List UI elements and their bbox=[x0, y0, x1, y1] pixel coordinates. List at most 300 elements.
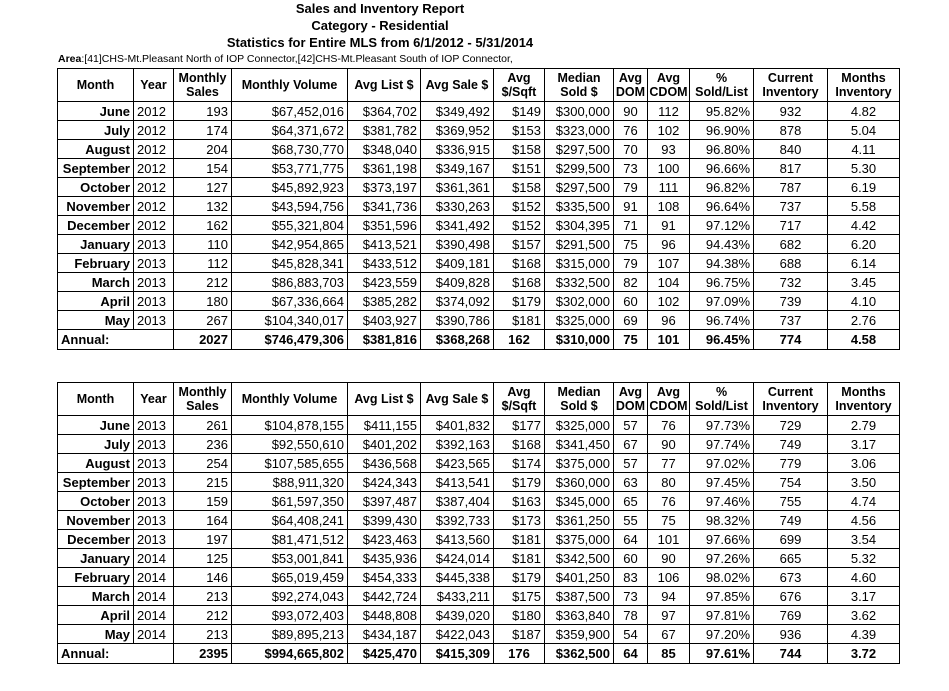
cell-month: May bbox=[58, 625, 134, 644]
cell-year: 2014 bbox=[134, 568, 174, 587]
cell-month: December bbox=[58, 216, 134, 235]
col-header-monthly-volume: Monthly Volume bbox=[232, 383, 348, 416]
cell-monthly-volume: $93,072,403 bbox=[232, 606, 348, 625]
cell-month: January bbox=[58, 235, 134, 254]
table-row bbox=[58, 492, 900, 511]
annual-cell-avg-sale: $415,309 bbox=[421, 644, 494, 664]
annual-cell-avg-sale: $368,268 bbox=[421, 330, 494, 350]
cell-avg-dom: 63 bbox=[614, 473, 648, 492]
cell-pct-sold-list: 96.66% bbox=[690, 159, 754, 178]
cell-median-sold: $335,500 bbox=[545, 197, 614, 216]
col-header-months-inventory: Months Inventory bbox=[828, 69, 900, 102]
cell-avg-sqft: $168 bbox=[494, 273, 545, 292]
cell-avg-cdom: 90 bbox=[648, 435, 690, 454]
cell-avg-dom: 57 bbox=[614, 454, 648, 473]
cell-year: 2012 bbox=[134, 178, 174, 197]
table-header-row bbox=[58, 69, 900, 102]
cell-avg-dom: 55 bbox=[614, 511, 648, 530]
cell-avg-list: $385,282 bbox=[348, 292, 421, 311]
cell-avg-sqft: $180 bbox=[494, 606, 545, 625]
cell-avg-sale: $349,167 bbox=[421, 159, 494, 178]
cell-avg-cdom: 107 bbox=[648, 254, 690, 273]
cell-month: November bbox=[58, 197, 134, 216]
cell-year: 2013 bbox=[134, 273, 174, 292]
cell-year: 2013 bbox=[134, 492, 174, 511]
report-statistics-range: Statistics for Entire MLS from 6/1/2012 - 5/31/2014 bbox=[226, 35, 534, 50]
col-header-avg-dom: Avg DOM bbox=[614, 69, 648, 102]
cell-avg-dom: 82 bbox=[614, 273, 648, 292]
cell-median-sold: $332,500 bbox=[545, 273, 614, 292]
cell-monthly-sales: 267 bbox=[174, 311, 232, 330]
cell-month: December bbox=[58, 530, 134, 549]
annual-total-row bbox=[58, 644, 900, 664]
cell-months-inventory: 3.50 bbox=[828, 473, 900, 492]
annual-cell-avg-list: $425,470 bbox=[348, 644, 421, 664]
col-header-current-inventory: Current Inventory bbox=[754, 383, 828, 416]
annual-cell-median-sold: $310,000 bbox=[545, 330, 614, 350]
cell-year: 2012 bbox=[134, 216, 174, 235]
cell-pct-sold-list: 96.75% bbox=[690, 273, 754, 292]
cell-avg-sale: $390,498 bbox=[421, 235, 494, 254]
cell-pct-sold-list: 97.74% bbox=[690, 435, 754, 454]
col-header-monthly-sales: Monthly Sales bbox=[174, 69, 232, 102]
cell-avg-sale: $330,263 bbox=[421, 197, 494, 216]
cell-avg-cdom: 97 bbox=[648, 606, 690, 625]
cell-monthly-volume: $61,597,350 bbox=[232, 492, 348, 511]
table-row bbox=[58, 454, 900, 473]
cell-months-inventory: 6.14 bbox=[828, 254, 900, 273]
cell-avg-list: $411,155 bbox=[348, 416, 421, 435]
cell-avg-sale: $390,786 bbox=[421, 311, 494, 330]
cell-median-sold: $297,500 bbox=[545, 140, 614, 159]
col-header-avg-sale: Avg Sale $ bbox=[421, 383, 494, 416]
cell-avg-cdom: 76 bbox=[648, 492, 690, 511]
cell-current-inventory: 936 bbox=[754, 625, 828, 644]
report-category: Category - Residential bbox=[311, 18, 449, 33]
cell-avg-dom: 69 bbox=[614, 311, 648, 330]
col-header-month: Month bbox=[58, 383, 134, 416]
cell-monthly-sales: 125 bbox=[174, 549, 232, 568]
cell-avg-dom: 54 bbox=[614, 625, 648, 644]
annual-cell-avg-cdom: 85 bbox=[648, 644, 690, 664]
cell-median-sold: $361,250 bbox=[545, 511, 614, 530]
col-header-pct-sold-list: % Sold/List bbox=[690, 69, 754, 102]
cell-current-inventory: 673 bbox=[754, 568, 828, 587]
table-body bbox=[58, 416, 900, 664]
cell-pct-sold-list: 97.45% bbox=[690, 473, 754, 492]
cell-pct-sold-list: 97.85% bbox=[690, 587, 754, 606]
cell-avg-sqft: $187 bbox=[494, 625, 545, 644]
cell-monthly-sales: 213 bbox=[174, 625, 232, 644]
cell-monthly-volume: $55,321,804 bbox=[232, 216, 348, 235]
cell-avg-dom: 83 bbox=[614, 568, 648, 587]
cell-avg-sqft: $151 bbox=[494, 159, 545, 178]
cell-median-sold: $401,250 bbox=[545, 568, 614, 587]
cell-avg-sale: $374,092 bbox=[421, 292, 494, 311]
annual-cell-avg-list: $381,816 bbox=[348, 330, 421, 350]
cell-avg-sale: $387,404 bbox=[421, 492, 494, 511]
cell-median-sold: $304,395 bbox=[545, 216, 614, 235]
cell-median-sold: $291,500 bbox=[545, 235, 614, 254]
col-header-avg-list: Avg List $ bbox=[348, 383, 421, 416]
cell-monthly-volume: $43,594,756 bbox=[232, 197, 348, 216]
cell-avg-cdom: 90 bbox=[648, 549, 690, 568]
table-header-row bbox=[58, 383, 900, 416]
cell-avg-sale: $439,020 bbox=[421, 606, 494, 625]
cell-avg-sqft: $163 bbox=[494, 492, 545, 511]
cell-year: 2013 bbox=[134, 454, 174, 473]
annual-cell-monthly-volume: $746,479,306 bbox=[232, 330, 348, 350]
table-row bbox=[58, 549, 900, 568]
cell-current-inventory: 779 bbox=[754, 454, 828, 473]
annual-cell-current-inventory: 744 bbox=[754, 644, 828, 664]
cell-avg-sqft: $179 bbox=[494, 473, 545, 492]
annual-cell-pct-sold-list: 97.61% bbox=[690, 644, 754, 664]
cell-avg-sqft: $181 bbox=[494, 311, 545, 330]
cell-avg-sale: $392,163 bbox=[421, 435, 494, 454]
cell-avg-dom: 75 bbox=[614, 235, 648, 254]
cell-current-inventory: 787 bbox=[754, 178, 828, 197]
cell-year: 2013 bbox=[134, 511, 174, 530]
cell-year: 2014 bbox=[134, 549, 174, 568]
cell-median-sold: $360,000 bbox=[545, 473, 614, 492]
cell-month: February bbox=[58, 254, 134, 273]
annual-cell-avg-sqft: 162 bbox=[494, 330, 545, 350]
cell-avg-cdom: 96 bbox=[648, 311, 690, 330]
cell-avg-cdom: 77 bbox=[648, 454, 690, 473]
cell-avg-list: $381,782 bbox=[348, 121, 421, 140]
cell-avg-list: $397,487 bbox=[348, 492, 421, 511]
cell-median-sold: $315,000 bbox=[545, 254, 614, 273]
cell-monthly-volume: $92,550,610 bbox=[232, 435, 348, 454]
annual-cell-avg-sqft: 176 bbox=[494, 644, 545, 664]
report-title: Sales and Inventory Report bbox=[295, 1, 465, 16]
cell-current-inventory: 737 bbox=[754, 311, 828, 330]
cell-monthly-sales: 236 bbox=[174, 435, 232, 454]
cell-median-sold: $359,900 bbox=[545, 625, 614, 644]
table-row bbox=[58, 606, 900, 625]
table-row bbox=[58, 178, 900, 197]
col-header-avg-sale: Avg Sale $ bbox=[421, 69, 494, 102]
col-header-year: Year bbox=[134, 383, 174, 416]
cell-avg-sale: $341,492 bbox=[421, 216, 494, 235]
cell-avg-sale: $445,338 bbox=[421, 568, 494, 587]
cell-avg-sale: $401,832 bbox=[421, 416, 494, 435]
cell-monthly-sales: 180 bbox=[174, 292, 232, 311]
col-header-current-inventory: Current Inventory bbox=[754, 69, 828, 102]
cell-months-inventory: 5.04 bbox=[828, 121, 900, 140]
cell-median-sold: $302,000 bbox=[545, 292, 614, 311]
cell-avg-cdom: 111 bbox=[648, 178, 690, 197]
cell-avg-sale: $392,733 bbox=[421, 511, 494, 530]
cell-current-inventory: 755 bbox=[754, 492, 828, 511]
annual-cell-pct-sold-list: 96.45% bbox=[690, 330, 754, 350]
cell-avg-cdom: 75 bbox=[648, 511, 690, 530]
cell-pct-sold-list: 97.12% bbox=[690, 216, 754, 235]
cell-current-inventory: 932 bbox=[754, 102, 828, 121]
cell-avg-cdom: 106 bbox=[648, 568, 690, 587]
cell-monthly-sales: 261 bbox=[174, 416, 232, 435]
cell-avg-dom: 79 bbox=[614, 254, 648, 273]
cell-month: August bbox=[58, 454, 134, 473]
cell-monthly-volume: $68,730,770 bbox=[232, 140, 348, 159]
cell-pct-sold-list: 97.66% bbox=[690, 530, 754, 549]
cell-months-inventory: 3.54 bbox=[828, 530, 900, 549]
cell-monthly-sales: 110 bbox=[174, 235, 232, 254]
cell-avg-sqft: $177 bbox=[494, 416, 545, 435]
cell-year: 2012 bbox=[134, 197, 174, 216]
cell-monthly-volume: $53,771,775 bbox=[232, 159, 348, 178]
col-header-avg-sqft: Avg $/Sqft bbox=[494, 69, 545, 102]
cell-avg-dom: 76 bbox=[614, 121, 648, 140]
cell-avg-cdom: 67 bbox=[648, 625, 690, 644]
cell-avg-list: $423,463 bbox=[348, 530, 421, 549]
cell-pct-sold-list: 97.09% bbox=[690, 292, 754, 311]
cell-monthly-sales: 204 bbox=[174, 140, 232, 159]
cell-month: March bbox=[58, 587, 134, 606]
cell-avg-sqft: $152 bbox=[494, 197, 545, 216]
cell-avg-list: $433,512 bbox=[348, 254, 421, 273]
table-row bbox=[58, 473, 900, 492]
cell-monthly-sales: 197 bbox=[174, 530, 232, 549]
col-header-avg-cdom: Avg CDOM bbox=[648, 383, 690, 416]
annual-cell-current-inventory: 774 bbox=[754, 330, 828, 350]
cell-avg-cdom: 101 bbox=[648, 530, 690, 549]
cell-avg-list: $351,596 bbox=[348, 216, 421, 235]
cell-avg-sqft: $181 bbox=[494, 549, 545, 568]
cell-months-inventory: 4.82 bbox=[828, 102, 900, 121]
cell-pct-sold-list: 98.32% bbox=[690, 511, 754, 530]
cell-avg-list: $348,040 bbox=[348, 140, 421, 159]
cell-avg-list: $423,559 bbox=[348, 273, 421, 292]
table-row bbox=[58, 568, 900, 587]
annual-cell-months-inventory: 4.58 bbox=[828, 330, 900, 350]
cell-avg-list: $373,197 bbox=[348, 178, 421, 197]
cell-year: 2012 bbox=[134, 121, 174, 140]
cell-monthly-volume: $65,019,459 bbox=[232, 568, 348, 587]
cell-months-inventory: 4.10 bbox=[828, 292, 900, 311]
cell-monthly-sales: 146 bbox=[174, 568, 232, 587]
cell-months-inventory: 2.76 bbox=[828, 311, 900, 330]
cell-avg-cdom: 96 bbox=[648, 235, 690, 254]
cell-month: October bbox=[58, 492, 134, 511]
cell-avg-cdom: 80 bbox=[648, 473, 690, 492]
cell-avg-sqft: $181 bbox=[494, 530, 545, 549]
cell-months-inventory: 6.20 bbox=[828, 235, 900, 254]
cell-current-inventory: 732 bbox=[754, 273, 828, 292]
cell-monthly-volume: $86,883,703 bbox=[232, 273, 348, 292]
cell-current-inventory: 688 bbox=[754, 254, 828, 273]
cell-avg-dom: 67 bbox=[614, 435, 648, 454]
table-row bbox=[58, 435, 900, 454]
cell-avg-cdom: 91 bbox=[648, 216, 690, 235]
cell-median-sold: $299,500 bbox=[545, 159, 614, 178]
cell-avg-sqft: $168 bbox=[494, 435, 545, 454]
cell-monthly-sales: 212 bbox=[174, 273, 232, 292]
cell-pct-sold-list: 96.74% bbox=[690, 311, 754, 330]
cell-monthly-volume: $92,274,043 bbox=[232, 587, 348, 606]
cell-year: 2013 bbox=[134, 435, 174, 454]
cell-pct-sold-list: 97.02% bbox=[690, 454, 754, 473]
table-row bbox=[58, 273, 900, 292]
cell-avg-list: $448,808 bbox=[348, 606, 421, 625]
cell-avg-sqft: $149 bbox=[494, 102, 545, 121]
cell-monthly-volume: $64,408,241 bbox=[232, 511, 348, 530]
annual-label: Annual: bbox=[58, 330, 174, 350]
cell-current-inventory: 717 bbox=[754, 216, 828, 235]
cell-monthly-sales: 254 bbox=[174, 454, 232, 473]
cell-month: June bbox=[58, 102, 134, 121]
cell-median-sold: $300,000 bbox=[545, 102, 614, 121]
cell-month: October bbox=[58, 178, 134, 197]
report-header bbox=[0, 0, 760, 51]
cell-monthly-volume: $89,895,213 bbox=[232, 625, 348, 644]
annual-cell-avg-dom: 64 bbox=[614, 644, 648, 664]
cell-avg-dom: 60 bbox=[614, 549, 648, 568]
col-header-monthly-volume: Monthly Volume bbox=[232, 69, 348, 102]
cell-avg-dom: 57 bbox=[614, 416, 648, 435]
cell-monthly-volume: $64,371,672 bbox=[232, 121, 348, 140]
cell-months-inventory: 3.62 bbox=[828, 606, 900, 625]
cell-monthly-sales: 112 bbox=[174, 254, 232, 273]
table-row bbox=[58, 416, 900, 435]
cell-avg-sale: $422,043 bbox=[421, 625, 494, 644]
cell-year: 2014 bbox=[134, 625, 174, 644]
cell-avg-dom: 60 bbox=[614, 292, 648, 311]
cell-monthly-volume: $53,001,841 bbox=[232, 549, 348, 568]
cell-avg-sqft: $152 bbox=[494, 216, 545, 235]
annual-cell-monthly-sales: 2027 bbox=[174, 330, 232, 350]
cell-median-sold: $341,450 bbox=[545, 435, 614, 454]
cell-median-sold: $375,000 bbox=[545, 530, 614, 549]
cell-year: 2013 bbox=[134, 292, 174, 311]
table-row bbox=[58, 159, 900, 178]
cell-year: 2013 bbox=[134, 530, 174, 549]
cell-monthly-volume: $107,585,655 bbox=[232, 454, 348, 473]
cell-avg-sqft: $173 bbox=[494, 511, 545, 530]
cell-avg-sqft: $153 bbox=[494, 121, 545, 140]
cell-avg-dom: 73 bbox=[614, 159, 648, 178]
col-header-avg-sqft: Avg $/Sqft bbox=[494, 383, 545, 416]
cell-month: March bbox=[58, 273, 134, 292]
cell-avg-list: $434,187 bbox=[348, 625, 421, 644]
cell-avg-list: $403,927 bbox=[348, 311, 421, 330]
cell-avg-list: $436,568 bbox=[348, 454, 421, 473]
cell-month: August bbox=[58, 140, 134, 159]
cell-months-inventory: 4.42 bbox=[828, 216, 900, 235]
cell-year: 2012 bbox=[134, 140, 174, 159]
cell-months-inventory: 5.30 bbox=[828, 159, 900, 178]
cell-median-sold: $323,000 bbox=[545, 121, 614, 140]
cell-months-inventory: 4.56 bbox=[828, 511, 900, 530]
cell-year: 2012 bbox=[134, 102, 174, 121]
cell-median-sold: $363,840 bbox=[545, 606, 614, 625]
cell-avg-cdom: 102 bbox=[648, 121, 690, 140]
cell-avg-dom: 64 bbox=[614, 530, 648, 549]
cell-year: 2012 bbox=[134, 159, 174, 178]
cell-pct-sold-list: 96.82% bbox=[690, 178, 754, 197]
cell-avg-sale: $361,361 bbox=[421, 178, 494, 197]
cell-avg-sale: $413,560 bbox=[421, 530, 494, 549]
cell-month: June bbox=[58, 416, 134, 435]
cell-months-inventory: 2.79 bbox=[828, 416, 900, 435]
cell-monthly-volume: $45,892,923 bbox=[232, 178, 348, 197]
cell-month: July bbox=[58, 435, 134, 454]
cell-month: September bbox=[58, 159, 134, 178]
col-header-year: Year bbox=[134, 69, 174, 102]
cell-current-inventory: 682 bbox=[754, 235, 828, 254]
cell-current-inventory: 754 bbox=[754, 473, 828, 492]
cell-current-inventory: 840 bbox=[754, 140, 828, 159]
annual-total-row bbox=[58, 330, 900, 350]
cell-avg-sqft: $158 bbox=[494, 140, 545, 159]
cell-avg-dom: 70 bbox=[614, 140, 648, 159]
cell-monthly-sales: 213 bbox=[174, 587, 232, 606]
cell-months-inventory: 3.17 bbox=[828, 435, 900, 454]
cell-avg-cdom: 100 bbox=[648, 159, 690, 178]
cell-pct-sold-list: 97.81% bbox=[690, 606, 754, 625]
cell-year: 2013 bbox=[134, 254, 174, 273]
col-header-median-sold: Median Sold $ bbox=[545, 69, 614, 102]
cell-monthly-sales: 154 bbox=[174, 159, 232, 178]
col-header-avg-dom: Avg DOM bbox=[614, 383, 648, 416]
cell-pct-sold-list: 96.80% bbox=[690, 140, 754, 159]
cell-avg-list: $401,202 bbox=[348, 435, 421, 454]
col-header-avg-list: Avg List $ bbox=[348, 69, 421, 102]
cell-months-inventory: 4.60 bbox=[828, 568, 900, 587]
cell-avg-sqft: $175 bbox=[494, 587, 545, 606]
cell-month: April bbox=[58, 292, 134, 311]
sales-table-2012-2013 bbox=[57, 68, 900, 350]
cell-avg-cdom: 108 bbox=[648, 197, 690, 216]
cell-avg-list: $341,736 bbox=[348, 197, 421, 216]
cell-months-inventory: 4.39 bbox=[828, 625, 900, 644]
cell-avg-list: $442,724 bbox=[348, 587, 421, 606]
cell-avg-sale: $369,952 bbox=[421, 121, 494, 140]
cell-month: November bbox=[58, 511, 134, 530]
cell-year: 2014 bbox=[134, 587, 174, 606]
cell-median-sold: $387,500 bbox=[545, 587, 614, 606]
cell-monthly-sales: 159 bbox=[174, 492, 232, 511]
cell-avg-sale: $409,828 bbox=[421, 273, 494, 292]
cell-months-inventory: 5.58 bbox=[828, 197, 900, 216]
table-row bbox=[58, 121, 900, 140]
table-row bbox=[58, 254, 900, 273]
cell-pct-sold-list: 96.90% bbox=[690, 121, 754, 140]
cell-pct-sold-list: 97.20% bbox=[690, 625, 754, 644]
cell-monthly-volume: $42,954,865 bbox=[232, 235, 348, 254]
table-row bbox=[58, 511, 900, 530]
cell-avg-cdom: 94 bbox=[648, 587, 690, 606]
cell-avg-sqft: $157 bbox=[494, 235, 545, 254]
cell-median-sold: $375,000 bbox=[545, 454, 614, 473]
cell-avg-list: $361,198 bbox=[348, 159, 421, 178]
cell-avg-list: $435,936 bbox=[348, 549, 421, 568]
cell-month: May bbox=[58, 311, 134, 330]
area-value: :[41]CHS-Mt.Pleasant North of IOP Connector,[42]CHS-Mt.Pleasant South of IOP Connector, bbox=[81, 53, 513, 65]
cell-pct-sold-list: 94.43% bbox=[690, 235, 754, 254]
table-row bbox=[58, 587, 900, 606]
cell-avg-sale: $413,541 bbox=[421, 473, 494, 492]
cell-avg-cdom: 76 bbox=[648, 416, 690, 435]
col-header-month: Month bbox=[58, 69, 134, 102]
table-row bbox=[58, 197, 900, 216]
cell-current-inventory: 729 bbox=[754, 416, 828, 435]
sales-table-2013-2014 bbox=[57, 382, 900, 664]
cell-avg-dom: 65 bbox=[614, 492, 648, 511]
cell-month: April bbox=[58, 606, 134, 625]
table-row bbox=[58, 140, 900, 159]
